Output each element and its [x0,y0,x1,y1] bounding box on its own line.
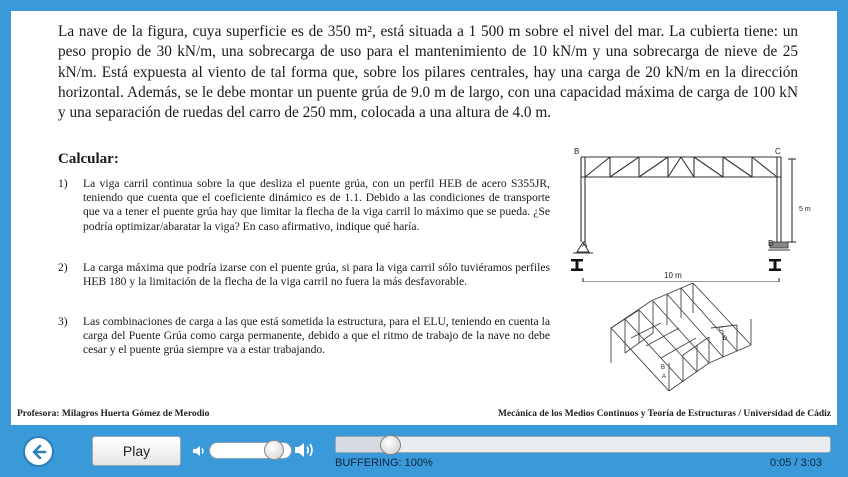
slide-content [11,11,837,425]
isometric-structure-diagram [601,283,761,393]
frame-diagram [556,147,821,282]
seek-bar-thumb[interactable] [380,435,401,455]
volume-slider-thumb[interactable] [264,440,284,460]
course-footer: Mecánica de los Medios Continuos y Teoría de Estructuras / Universidad de Cádiz [497,409,831,419]
node-b-label: B [574,147,580,156]
question-text: La viga carril continua sobre la que desliza el puente grúa, con un perfil HEB de acero S355JR, teniendo que cuenta que el coeficiente dinámico es de 1.1. Debido a las condiciones de transporte que va a tener el puente grúa hay que limitar la flecha de la viga carril lo máximo que se pueda. ¿Se podría optimizar/abaratar la viga? En caso afirmativo, indique qué haría. [83,177,550,233]
question-text: La carga máxima que podría izarse con el puente grúa, si para la viga carril sólo tuviéramos perfiles HEB 180 y la limitación de la flecha de la viga carril no fuera la más desfavorable. [83,261,550,289]
volume-low-icon[interactable] [192,444,206,458]
span-dimension-label: 10 m [664,271,682,280]
question-number: 1) [58,177,68,190]
node-a-label: A [582,240,588,249]
professor-footer: Profesora: Milagros Huerta Gómez de Merodio [17,409,210,419]
back-arrow-icon [29,442,49,462]
seek-bar-track[interactable] [335,436,831,453]
iso-label: A [662,374,667,380]
height-dimension-label: 5 m [799,206,811,213]
volume-high-icon[interactable] [294,440,318,460]
question-item [58,315,550,358]
question-number: 2) [58,261,68,274]
question-number: 3) [58,315,68,328]
iso-label: C [719,327,724,333]
play-button[interactable]: Play [92,436,181,466]
iso-label: D [723,336,728,342]
time-display: 0:05 / 3:03 [770,457,822,469]
back-button[interactable] [23,436,54,467]
buffering-status: BUFFERING: 100% [335,457,433,469]
question-text: Las combinaciones de carga a las que está sometida la estructura, para el ELU, teniendo en cuenta la carga del Puente Grúa como carga permanente, debido a que el ritmo de trabajo de la nave no debe cesar y el puente grúa siempre va a estar trabajando. [83,315,550,357]
node-d-label: D [768,239,774,248]
question-item [58,177,550,234]
calcular-heading: Calcular: [58,151,119,167]
media-player-bar [0,425,848,477]
iso-label: B [661,365,666,371]
problem-statement: La nave de la figura, cuya superficie es de 350 m², está situada a 1 500 m sobre el nivel del mar. La cubierta tiene: un peso propio de 30 kN/m, una sobrecarga de uso para el mantenimiento de 10 kN/m y una sobrecarga de nieve de 25 kN/m. Está expuesta al viento de tal forma que, sobre los pilares centrales, hay una carga de 20 kN/m en la dirección horizontal. Además, se le debe montar un puente grúa de 9.0 m de largo, con una capacidad máxima de carga de 100 kN y una separación de ruedas del carro de 250 mm, colocada a una altura de 4.0 m. [58,23,798,122]
question-item [58,261,550,289]
node-c-label: C [775,147,781,156]
